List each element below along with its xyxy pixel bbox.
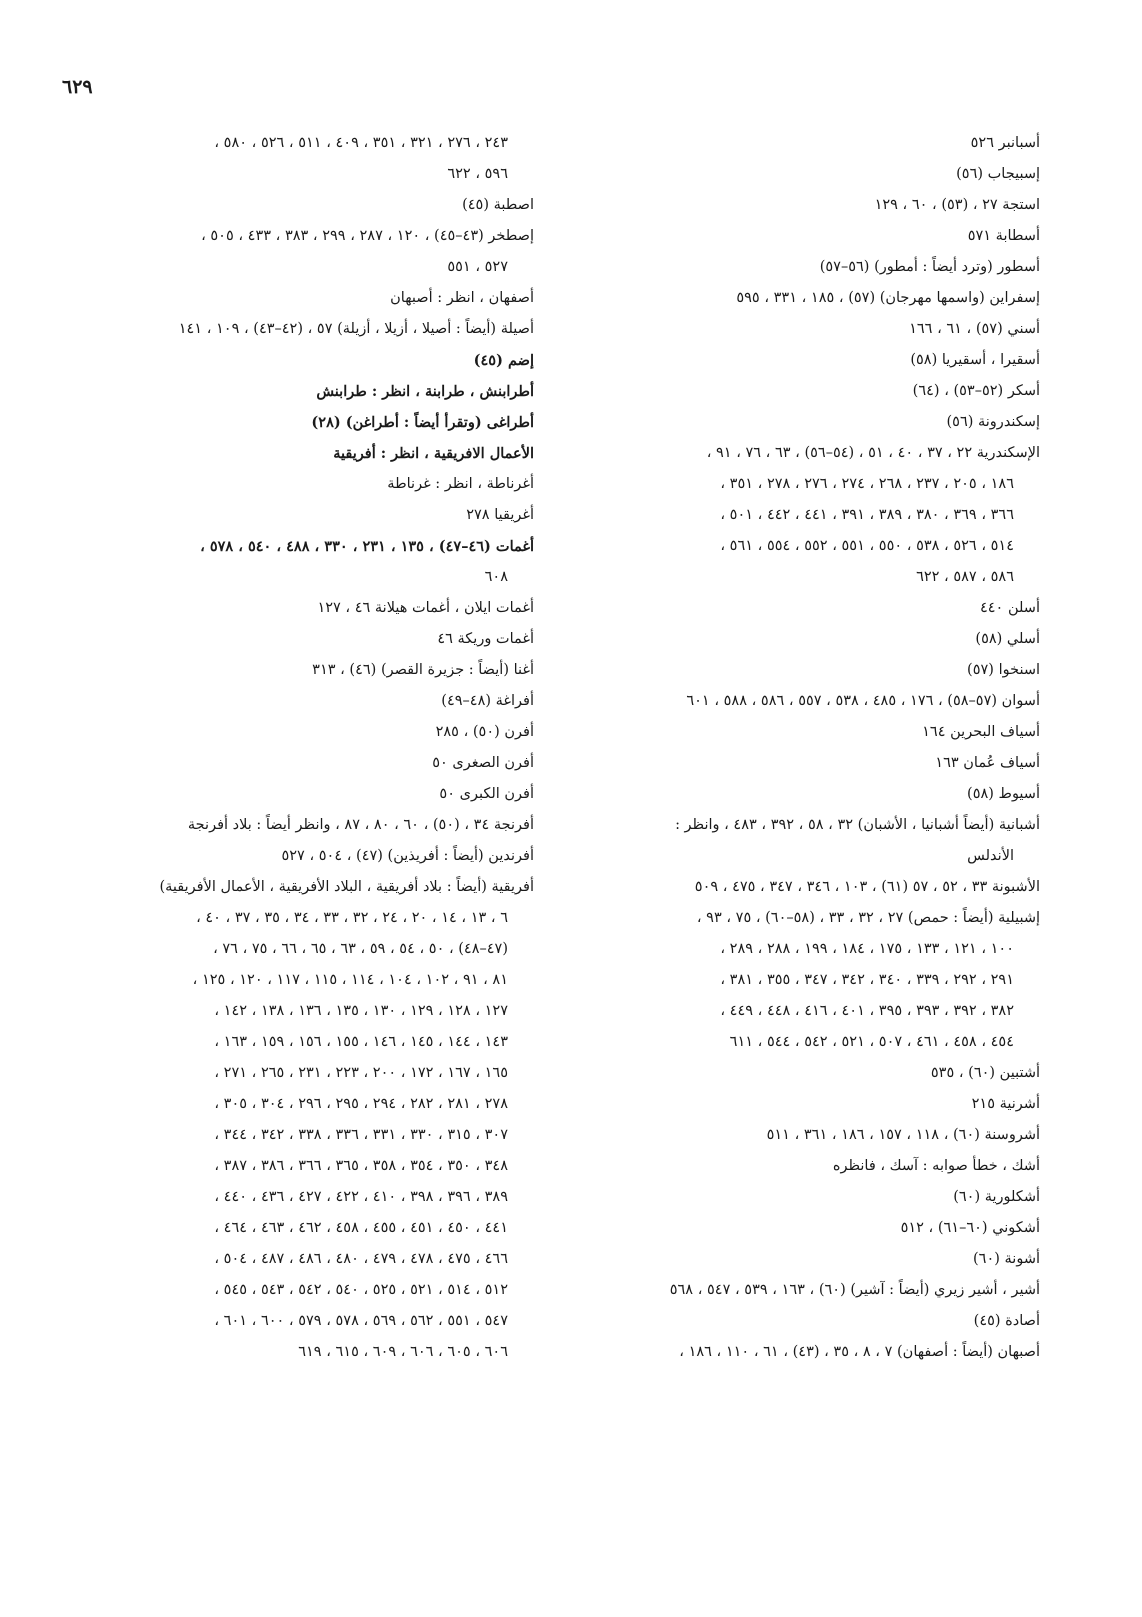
index-entry: أسني (٥٧) ، ٦١ ، ١٦٦: [909, 321, 1040, 337]
index-entry: أسيوط (٥٨): [967, 786, 1040, 802]
index-entry: أطرابنش ، طرابنة ، انظر : طرابنش: [316, 383, 534, 400]
index-entry: الأشبونة ٣٣ ، ٥٢ ، ٥٧ (٦١) ، ١٠٣ ، ٣٤٦ ، ٣٤٧ ، ٤٧٥ ، ٥٠٩: [694, 879, 1040, 895]
index-entry: اسنخوا (٥٧): [967, 662, 1040, 678]
index-entry: أسكر (٥٢–٥٣) ، (٦٤): [912, 383, 1040, 399]
index-entry: اصطبة (٤٥): [462, 197, 534, 213]
index-entry: أصبهان (أيضاً : أصفهان) ٧ ، ٨ ، ٣٥ ، (٤٣) ، ٦١ ، ١١٠ ، ١٨٦ ،: [679, 1344, 1040, 1360]
index-entry: أشروسنة (٦٠) ، ١١٨ ، ١٥٧ ، ١٨٦ ، ٣٦١ ، ٥١١: [766, 1127, 1040, 1143]
index-entry-continuation: ٥١٤ ، ٥٢٦ ، ٥٣٨ ، ٥٥٠ ، ٥٥١ ، ٥٥٢ ، ٥٥٤ ، ٥٦١ ،: [720, 538, 1014, 554]
index-entry: إصطخر (٤٣–٤٥) ، ١٢٠ ، ٢٨٧ ، ٢٩٩ ، ٣٨٣ ، ٤٣٣ ، ٥٠٥ ،: [201, 228, 534, 244]
index-entry: أفرندين (أيضاً : أفريذين) (٤٧) ، ٥٠٤ ، ٥٢٧: [281, 848, 534, 864]
index-entry: إشبيلية (أيضاً : حمص) ٢٧ ، ٣٢ ، ٣٣ ، (٥٨–٦٠) ، ٧٥ ، ٩٣ ،: [696, 910, 1040, 926]
index-entry-continuation: ٦٠٨: [484, 569, 508, 585]
page-number: ٦٢٩: [62, 76, 93, 98]
index-entry-continuation: ٥٢٧ ، ٥٥١: [447, 259, 508, 275]
index-entry: أسبانبر ٥٢٦: [970, 135, 1040, 151]
index-entry: أفرن الكبرى ٥٠: [439, 786, 534, 802]
index-entry: أسقيرا ، أسقيريا (٥٨): [910, 352, 1040, 368]
index-entry: أغريقيا ٢٧٨: [466, 507, 534, 523]
index-entry-continuation: ٥٤٧ ، ٥٥١ ، ٥٦٢ ، ٥٦٩ ، ٥٧٨ ، ٥٧٩ ، ٦٠٠ ، ٦٠١ ،: [214, 1313, 508, 1329]
index-entry-continuation: ٢٧٨ ، ٢٨١ ، ٢٨٢ ، ٢٩٤ ، ٢٩٥ ، ٢٩٦ ، ٣٠٤ ، ٣٠٥ ،: [214, 1096, 508, 1112]
index-entry-continuation: ٤٤١ ، ٤٥٠ ، ٤٥١ ، ٤٥٥ ، ٤٥٨ ، ٤٦٢ ، ٤٦٣ ، ٤٦٤ ،: [214, 1220, 508, 1236]
index-entry-continuation: ٣٠٧ ، ٣١٥ ، ٣٣٠ ، ٣٣١ ، ٣٣٦ ، ٣٣٨ ، ٣٤٢ ، ٣٤٤ ،: [214, 1127, 508, 1143]
index-entry-continuation: ٢٤٣ ، ٢٧٦ ، ٣٢١ ، ٣٥١ ، ٤٠٩ ، ٥١١ ، ٥٢٦ ، ٥٨٠ ،: [214, 135, 508, 151]
index-entry: أسياف عُمان ١٦٣: [935, 755, 1040, 771]
index-column-left: [44, 128, 534, 1368]
index-entry: أشبانية (أيضاً أشبانيا ، الأشبان) ٣٢ ، ٥٨ ، ٣٩٢ ، ٤٨٣ ، وانظر :: [675, 817, 1040, 833]
index-entry: أغمات وريكة ٤٦: [437, 631, 534, 647]
index-entry: أسلن ٤٤٠: [979, 600, 1040, 616]
index-entry: أشرنية ٢١٥: [971, 1096, 1040, 1112]
index-entry-continuation: ٥١٢ ، ٥١٤ ، ٥٢١ ، ٥٢٥ ، ٥٤٠ ، ٥٤٢ ، ٥٤٣ ، ٥٤٥ ،: [214, 1282, 508, 1298]
index-entry-continuation: ٤٥٤ ، ٤٥٨ ، ٤٦١ ، ٥٠٧ ، ٥٢١ ، ٥٤٢ ، ٥٤٤ ، ٦١١: [729, 1034, 1014, 1050]
index-entry-continuation: ٦ ، ١٣ ، ١٤ ، ٢٠ ، ٢٤ ، ٣٢ ، ٣٣ ، ٣٤ ، ٣٥ ، ٣٧ ، ٤٠ ،: [196, 910, 508, 926]
index-entry: أشكوني (٦٠–٦١) ، ٥١٢: [900, 1220, 1040, 1236]
index-entry-continuation: ١٤٣ ، ١٤٤ ، ١٤٥ ، ١٤٦ ، ١٥٥ ، ١٥٦ ، ١٥٩ ، ١٦٣ ،: [214, 1034, 508, 1050]
index-entry: الإسكندرية ٢٢ ، ٣٧ ، ٤٠ ، ٥١ ، (٥٤–٥٦) ، ٦٣ ، ٧٦ ، ٩١ ،: [706, 445, 1040, 461]
index-entry-continuation: (٤٧–٤٨) ، ٥٠ ، ٥٤ ، ٥٩ ، ٦٣ ، ٦٥ ، ٦٦ ، ٧٥ ، ٧٦ ،: [213, 941, 508, 957]
index-entry: أسياف البحرين ١٦٤: [922, 724, 1040, 740]
index-entry: أغرناطة ، انظر : غرناطة: [387, 476, 534, 492]
index-entry: أشكلورية (٦٠): [953, 1189, 1040, 1205]
index-entry: أسوان (٥٧–٥٨) ، ١٧٦ ، ٤٨٥ ، ٥٣٨ ، ٥٥٧ ، ٥٨٦ ، ٥٨٨ ، ٦٠١: [686, 693, 1040, 709]
index-entry-continuation: ٦٠٦ ، ٦٠٥ ، ٦٠٦ ، ٦٠٩ ، ٦١٥ ، ٦١٩: [298, 1344, 508, 1360]
index-entry: أفراغة (٤٨–٤٩): [441, 693, 534, 709]
index-entry: إضم (٤٥): [473, 352, 534, 369]
index-entry: أسطور (وترد أيضاً : أمطور) (٥٦–٥٧): [819, 259, 1040, 275]
index-entry-continuation: ١٦٥ ، ١٦٧ ، ١٧٢ ، ٢٠٠ ، ٢٢٣ ، ٢٣١ ، ٢٦٥ ، ٢٧١ ،: [214, 1065, 508, 1081]
index-entry: أطراغى (وتقرأ أيضاً : أطراغن) (٢٨): [311, 414, 534, 431]
index-entry-continuation: ٢٩١ ، ٢٩٢ ، ٣٣٩ ، ٣٤٠ ، ٣٤٢ ، ٣٤٧ ، ٣٥٥ ، ٣٨١ ،: [720, 972, 1014, 988]
index-entry-continuation: ٣٦٦ ، ٣٦٩ ، ٣٨٠ ، ٣٨٩ ، ٣٩١ ، ٤٤١ ، ٤٤٢ ، ٥٠١ ،: [720, 507, 1014, 523]
index-entry: أشك ، خطأ صوابه : آسك ، فانظره: [832, 1158, 1040, 1174]
index-entry: أفرنجة ٣٤ ، (٥٠) ، ٦٠ ، ٨٠ ، ٨٧ ، وانظر أيضاً : بلاد أفرنجة: [187, 817, 534, 833]
index-entry: أصادة (٤٥): [973, 1313, 1040, 1329]
index-entry: أشونة (٦٠): [973, 1251, 1040, 1267]
index-entry: أفريقية (أيضاً : بلاد أفريقية ، البلاد الأفريقية ، الأعمال الأفريقية): [159, 879, 534, 895]
index-entry-continuation: ٨١ ، ٩١ ، ١٠٢ ، ١٠٤ ، ١١٤ ، ١١٥ ، ١١٧ ، ١٢٠ ، ١٢٥ ،: [192, 972, 508, 988]
index-entry-continuation: ٤٦٦ ، ٤٧٥ ، ٤٧٨ ، ٤٧٩ ، ٤٨٠ ، ٤٨٦ ، ٤٨٧ ، ٥٠٤ ،: [214, 1251, 508, 1267]
index-entry-continuation: ٥٩٦ ، ٦٢٢: [447, 166, 508, 182]
index-column-right: [530, 128, 1040, 1368]
index-entry: أغمات (٤٦–٤٧) ، ١٣٥ ، ٢٣١ ، ٣٣٠ ، ٤٨٨ ، ٥٤٠ ، ٥٧٨ ،: [200, 538, 534, 555]
index-entry-continuation: ١٨٦ ، ٢٠٥ ، ٢٣٧ ، ٢٦٨ ، ٢٧٤ ، ٢٧٦ ، ٢٧٨ ، ٣٥١ ،: [720, 476, 1014, 492]
index-entry: الأعمال الافريقية ، انظر : أفريقية: [333, 445, 534, 462]
index-entry-continuation: ٣٨٢ ، ٣٩٢ ، ٣٩٣ ، ٣٩٥ ، ٤٠١ ، ٤١٦ ، ٤٤٨ ، ٤٤٩ ،: [720, 1003, 1014, 1019]
index-entry: إسكندرونة (٥٦): [946, 414, 1040, 430]
index-entry: أغمات ايلان ، أغمات هيلانة ٤٦ ، ١٢٧: [317, 600, 534, 616]
index-entry-continuation: ٣٤٨ ، ٣٥٠ ، ٣٥٤ ، ٣٥٨ ، ٣٦٥ ، ٣٦٦ ، ٣٨٦ ، ٣٨٧ ،: [214, 1158, 508, 1174]
index-entry: أشير ، أشير زيري (أيضاً : آشير) (٦٠) ، ١٦٣ ، ٥٣٩ ، ٥٤٧ ، ٥٦٨: [669, 1282, 1040, 1298]
index-entry: أسطابة ٥٧١: [967, 228, 1040, 244]
index-entry-continuation: ٥٨٦ ، ٥٨٧ ، ٦٢٢: [916, 569, 1014, 585]
index-entry: أفرن (٥٠) ، ٢٨٥: [435, 724, 534, 740]
index-entry: أغنا (أيضاً : جزيرة القصر) (٤٦) ، ٣١٣: [312, 662, 534, 678]
index-entry-continuation: ١٢٧ ، ١٢٨ ، ١٢٩ ، ١٣٠ ، ١٣٥ ، ١٣٦ ، ١٣٨ ، ١٤٢ ،: [214, 1003, 508, 1019]
index-entry: أصفهان ، انظر : أصبهان: [390, 290, 534, 306]
index-entry: أصيلة (أيضاً : أصيلا ، أزيلا ، أزيلة) ٥٧ ، (٤٢–٤٣) ، ١٠٩ ، ١٤١: [178, 321, 534, 337]
index-entry-continuation: ٣٨٩ ، ٣٩٦ ، ٣٩٨ ، ٤١٠ ، ٤٢٢ ، ٤٢٧ ، ٤٣٦ ، ٤٤٠ ،: [214, 1189, 508, 1205]
index-entry: أشتبين (٦٠) ، ٥٣٥: [930, 1065, 1040, 1081]
index-entry: أفرن الصغرى ٥٠: [432, 755, 534, 771]
index-entry: أسلي (٥٨): [975, 631, 1040, 647]
index-entry-continuation: الأندلس: [967, 848, 1014, 864]
index-entry: إسفراين (واسمها مهرجان) (٥٧) ، ١٨٥ ، ٣٣١ ، ٥٩٥: [736, 290, 1040, 306]
index-entry: إسبيجاب (٥٦): [956, 166, 1040, 182]
index-entry-continuation: ١٠٠ ، ١٢١ ، ١٣٣ ، ١٧٥ ، ١٨٤ ، ١٩٩ ، ٢٨٨ ، ٢٨٩ ،: [720, 941, 1014, 957]
index-entry: استجة ٢٧ ، (٥٣) ، ٦٠ ، ١٢٩: [874, 197, 1040, 213]
